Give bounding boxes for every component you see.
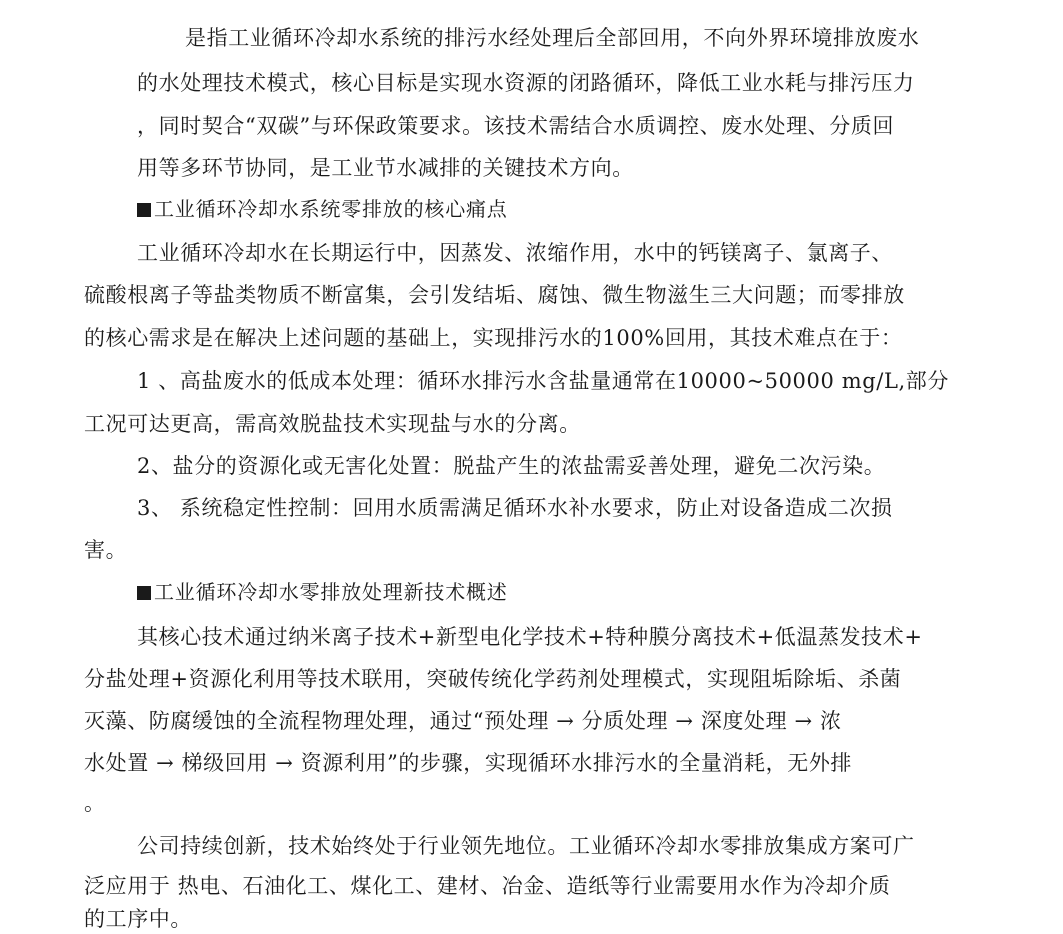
intro-line-4: 用等多环节协同，是工业节水减排的关键技术方向。 [137, 156, 634, 180]
pain-item-1-line-2: 工况可达更高，需高效脱盐技术实现盐与水的分离。 [84, 412, 581, 436]
pain-item-1-line-1: 1 、高盐废水的低成本处理：循环水排污水含盐量通常在10000~50000 mg/L,部分 [137, 369, 949, 393]
section-heading-pain-points [137, 194, 508, 224]
pain-body-line-3: 的核心需求是在解决上述问题的基础上，实现排污水的100%回用，其技术难点在于： [84, 326, 903, 350]
tech-body-line-4: 水处置 → 梯级回用 → 资源利用”的步骤，实现循环水排污水的全量消耗，无外排 [84, 751, 853, 775]
pain-item-3-line-2: 害。 [84, 538, 128, 562]
pain-body-line-1: 工业循环冷却水在长期运行中，因蒸发、浓缩作用，水中的钙镁离子、氯离子、 [137, 241, 893, 265]
pain-item-3-line-1: 3、 系统稳定性控制：回用水质需满足循环水补水要求，防止对设备造成二次损 [137, 496, 893, 520]
section-heading-text: 工业循环冷却水零排放处理新技术概述 [154, 580, 508, 604]
pain-body-line-2: 硫酸根离子等盐类物质不断富集，会引发结垢、腐蚀、微生物滋生三大问题；而零排放 [84, 283, 905, 307]
tech-body-line-1: 其核心技术通过纳米离子技术+新型电化学技术+特种膜分离技术+低温蒸发技术+ [137, 625, 923, 649]
company-line-2: 泛应用于 热电、石油化工、煤化工、建材、冶金、造纸等行业需要用水作为冷却介质 [84, 874, 891, 898]
square-bullet-icon [137, 203, 151, 217]
intro-line-3: ，同时契合“双碳”与环保政策要求。该技术需结合水质调控、废水处理、分质回 [137, 114, 895, 138]
intro-line-2: 的水处理技术模式，核心目标是实现水资源的闭路循环，降低工业水耗与排污压力 [137, 71, 915, 95]
section-heading-text: 工业循环冷却水系统零排放的核心痛点 [154, 197, 508, 221]
tech-body-line-2: 分盐处理+资源化利用等技术联用，突破传统化学药剂处理模式，实现阻垢除垢、杀菌 [84, 667, 902, 691]
company-line-3: 的工序中。 [84, 907, 192, 931]
pain-item-2: 2、盐分的资源化或无害化处置：脱盐产生的浓盐需妥善处理，避免二次污染。 [137, 454, 886, 478]
company-line-1: 公司持续创新，技术始终处于行业领先地位。工业循环冷却水零排放集成方案可广 [137, 834, 915, 858]
tech-body-line-5: 。 [84, 791, 106, 815]
intro-line-1: 是指工业循环冷却水系统的排污水经处理后全部回用，不向外界环境排放废水 [185, 26, 920, 50]
tech-body-line-3: 灭藻、防腐缓蚀的全流程物理处理，通过“预处理 → 分质处理 → 深度处理 → 浓 [84, 709, 842, 733]
square-bullet-icon [137, 586, 151, 600]
section-heading-new-tech [137, 577, 508, 607]
